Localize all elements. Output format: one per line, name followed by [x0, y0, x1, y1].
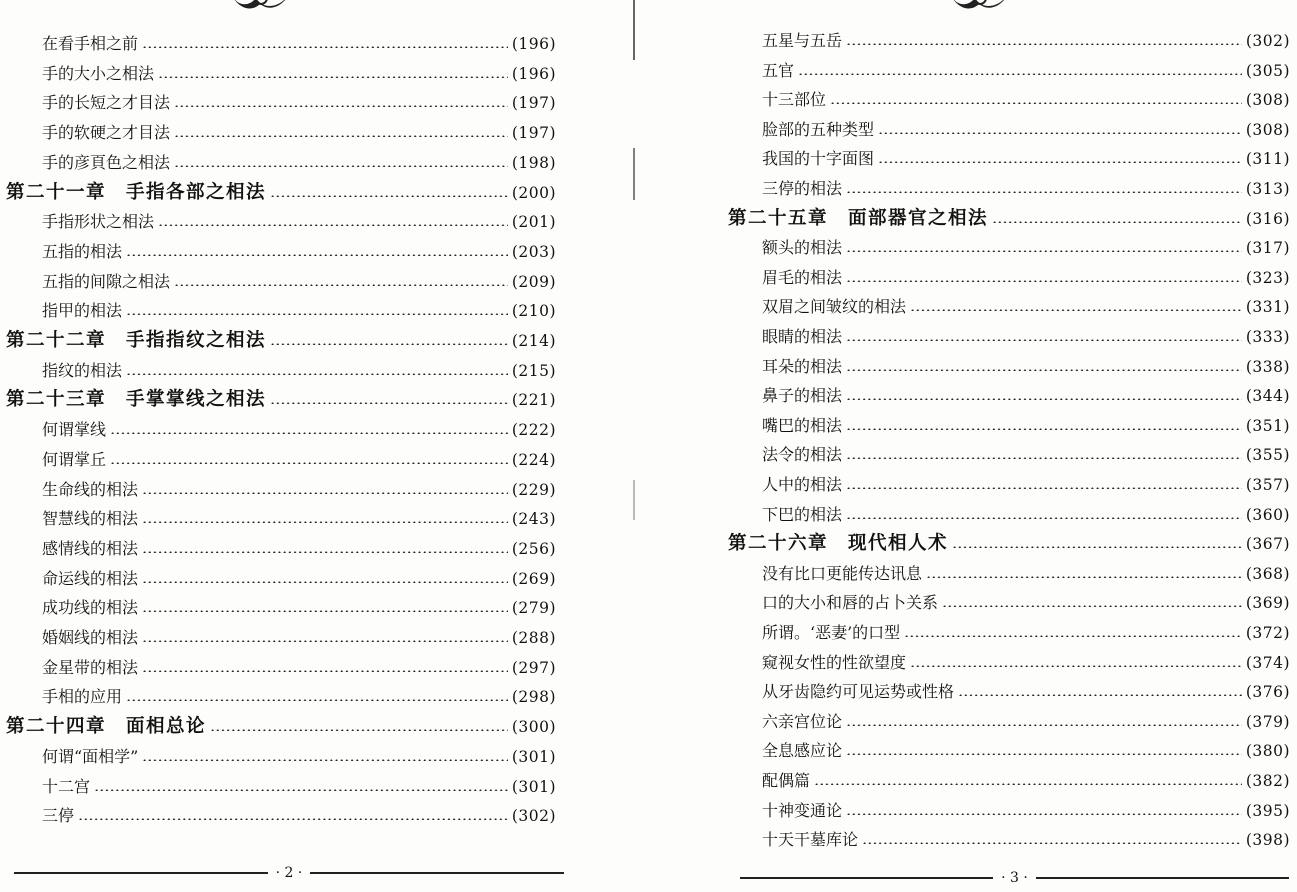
page-number: · 3 ·	[1001, 870, 1028, 886]
page-ref: (372)	[1245, 624, 1290, 642]
page-ref: (214)	[511, 332, 556, 350]
page-ref: (297)	[511, 658, 556, 677]
dot-leader	[174, 135, 508, 137]
toc-chapter-row	[6, 716, 556, 738]
footer-rule	[740, 877, 993, 879]
left-page	[0, 0, 600, 888]
chapter-title: 第二十一章 手指各部之相法	[6, 181, 267, 203]
footer-rule	[1036, 877, 1289, 879]
toc-section-row	[762, 652, 1290, 674]
dot-leader	[846, 191, 1242, 193]
toc-section-row	[762, 237, 1290, 259]
page-ref: (308)	[1245, 120, 1290, 139]
page-ref: (368)	[1245, 564, 1290, 583]
dot-leader	[846, 753, 1242, 755]
section-title: 何谓掌线	[42, 420, 107, 440]
dot-leader	[174, 165, 508, 167]
section-title: 何谓掌丘	[42, 449, 107, 469]
page-ref: (203)	[511, 242, 556, 261]
section-title: 生命线的相法	[42, 479, 139, 499]
section-title: 五指的相法	[42, 241, 123, 261]
toc-chapter-row	[728, 533, 1290, 555]
section-title: 双眉之间皱纹的相法	[762, 297, 907, 317]
page-ref: (323)	[1245, 268, 1290, 287]
toc-section-row	[42, 479, 556, 501]
section-title: 脸部的五种类型	[762, 119, 875, 139]
toc-section-row	[42, 686, 556, 708]
section-title: 从牙齿隐约可见运势或性格	[762, 682, 955, 702]
dot-leader	[142, 610, 508, 612]
dot-leader	[904, 635, 1242, 637]
section-title: 配偶篇	[762, 771, 811, 790]
footer-rule	[310, 872, 564, 874]
toc-section-row	[42, 449, 556, 471]
section-title: 全息感应论	[762, 741, 843, 761]
dot-leader	[142, 46, 508, 48]
toc-section-row	[42, 122, 556, 144]
section-title: 指纹的相法	[42, 360, 123, 380]
toc-section-row	[42, 627, 556, 649]
section-title: 所谓。‘恶妻’的口型	[762, 623, 901, 642]
right-page	[700, 0, 1297, 888]
dot-leader	[270, 343, 508, 345]
dot-leader	[210, 729, 508, 731]
toc-section-row	[762, 119, 1290, 141]
page-ref: (196)	[511, 35, 556, 53]
dot-leader	[846, 487, 1242, 489]
section-title: 三停	[42, 806, 75, 826]
section-title: 耳朵的相法	[762, 356, 843, 376]
section-title: 手相的应用	[42, 687, 123, 707]
section-title: 十三部位	[762, 90, 827, 110]
book-spine-shadow	[632, 0, 636, 888]
dot-leader	[846, 280, 1242, 282]
page-ref: (229)	[511, 480, 556, 499]
page-number: · 2 ·	[275, 865, 303, 881]
section-title: 口的大小和唇的占卜关系	[762, 593, 939, 613]
dot-leader	[94, 789, 508, 791]
page-ref: (279)	[511, 599, 556, 618]
page-ref: (376)	[1245, 683, 1290, 702]
dot-leader	[846, 369, 1242, 371]
dot-leader	[126, 254, 508, 256]
toc-section-row	[762, 444, 1290, 466]
dot-leader	[142, 640, 508, 642]
page-ref: (221)	[511, 391, 556, 410]
dot-leader	[814, 783, 1242, 785]
section-title: 手的大小之相法	[42, 63, 155, 83]
toc-section-row	[762, 563, 1290, 585]
dot-leader	[878, 132, 1242, 134]
dot-leader	[846, 428, 1242, 430]
toc-section-row	[42, 805, 556, 827]
page-ref: (305)	[1245, 61, 1290, 80]
page-ref: (224)	[511, 450, 556, 469]
section-title: 三停的相法	[762, 179, 843, 198]
toc-section-row	[762, 60, 1290, 82]
toc-section-row	[762, 504, 1290, 526]
toc-section-row	[42, 746, 556, 768]
section-title: 命运线的相法	[42, 568, 139, 588]
toc-section-row	[42, 92, 556, 114]
toc-section-row	[762, 356, 1290, 378]
dot-leader	[798, 73, 1242, 75]
page-ref: (197)	[511, 124, 556, 143]
page-ref: (382)	[1245, 772, 1290, 790]
dot-leader	[958, 694, 1242, 696]
dot-leader	[952, 546, 1242, 548]
section-title: 法令的相法	[762, 445, 843, 465]
page-ref: (380)	[1245, 742, 1290, 761]
page-ref: (338)	[1245, 357, 1290, 376]
dot-leader	[142, 551, 508, 553]
page-ref: (302)	[511, 807, 556, 826]
section-title: 金星带的相法	[42, 657, 139, 677]
page-ref: (367)	[1245, 535, 1290, 554]
page-ref: (298)	[511, 688, 556, 707]
toc-section-row	[42, 63, 556, 85]
section-title: 十二宫	[42, 776, 91, 796]
right-footer	[700, 868, 1297, 888]
section-title: 婚姻线的相法	[42, 628, 139, 647]
dot-leader	[270, 402, 508, 404]
dot-leader	[846, 339, 1242, 341]
left-toc-list	[0, 0, 600, 888]
section-title: 嘴巴的相法	[762, 415, 843, 435]
page-ref: (395)	[1245, 801, 1290, 820]
dot-leader	[910, 309, 1242, 311]
section-title: 额头的相法	[762, 238, 843, 258]
page-ref: (196)	[511, 64, 556, 83]
page-ref: (197)	[511, 94, 556, 113]
dot-leader	[126, 373, 508, 375]
page-ref: (357)	[1245, 476, 1290, 494]
section-title: 成功线的相法	[42, 598, 139, 618]
section-title: 眼睛的相法	[762, 327, 843, 346]
section-title: 窥视女性的性欲望度	[762, 652, 907, 672]
page-ref: (201)	[511, 213, 556, 232]
toc-section-row	[762, 385, 1290, 407]
section-title: 手的彦頁色之相法	[42, 152, 171, 172]
toc-section-row	[762, 296, 1290, 318]
section-title: 十天干墓库论	[762, 830, 859, 850]
dot-leader	[110, 432, 508, 434]
dot-leader	[846, 517, 1242, 519]
page-ref: (360)	[1245, 505, 1290, 524]
toc-section-row	[762, 740, 1290, 762]
toc-section-row	[762, 474, 1290, 496]
page-ref: (333)	[1245, 328, 1290, 346]
toc-section-row	[762, 267, 1290, 289]
toc-section-row	[762, 800, 1290, 822]
dot-leader	[878, 161, 1242, 163]
toc-section-row	[42, 211, 556, 233]
section-title: 五指的间隙之相法	[42, 271, 171, 291]
page-ref: (243)	[511, 510, 556, 529]
page-ref: (313)	[1245, 180, 1290, 198]
toc-section-row	[762, 178, 1290, 200]
dot-leader	[830, 102, 1242, 104]
page-ref: (317)	[1245, 239, 1290, 258]
section-title: 在看手相之前	[42, 34, 139, 53]
left-footer	[0, 863, 600, 883]
dot-leader	[78, 818, 508, 820]
page-ref: (209)	[511, 272, 556, 291]
dot-leader	[158, 224, 508, 226]
section-title: 智慧线的相法	[42, 509, 139, 529]
dot-leader	[142, 670, 508, 672]
dot-leader	[158, 76, 508, 78]
page-ref: (302)	[1245, 32, 1290, 50]
chapter-title: 第二十六章 现代相人术	[728, 533, 949, 555]
toc-section-row	[42, 776, 556, 798]
page-ref: (301)	[511, 777, 556, 796]
toc-section-row	[42, 657, 556, 679]
page-ref: (198)	[511, 153, 556, 172]
toc-section-row	[42, 271, 556, 293]
page-ref: (369)	[1245, 594, 1290, 613]
section-title: 手的软硬之才目法	[42, 123, 171, 143]
dot-leader	[862, 842, 1242, 844]
section-title: 眉毛的相法	[762, 267, 843, 287]
chapter-title: 第二十三章 手掌掌线之相法	[6, 389, 267, 411]
dot-leader	[846, 250, 1242, 252]
page-ref: (398)	[1245, 831, 1290, 850]
section-title: 十神变通论	[762, 800, 843, 820]
section-title: 手指形状之相法	[42, 212, 155, 232]
toc-chapter-row	[6, 182, 556, 204]
toc-section-row	[762, 592, 1290, 614]
dot-leader	[846, 724, 1242, 726]
page-ref: (351)	[1245, 416, 1290, 435]
section-title: 没有比口更能传达讯息	[762, 563, 923, 583]
section-title: 人中的相法	[762, 475, 843, 494]
chapter-title: 第二十五章 面部器官之相法	[728, 207, 989, 229]
page-ref: (269)	[511, 569, 556, 588]
page-ref: (256)	[511, 539, 556, 558]
toc-section-row	[42, 241, 556, 263]
dot-leader	[846, 398, 1242, 400]
page-ref: (311)	[1245, 150, 1290, 169]
dot-leader	[846, 43, 1242, 45]
section-title: 指甲的相法	[42, 301, 123, 321]
page-ref: (308)	[1245, 91, 1290, 110]
section-title: 五官	[762, 60, 795, 80]
dot-leader	[142, 581, 508, 583]
toc-section-row	[42, 597, 556, 619]
toc-section-row	[42, 33, 556, 55]
toc-section-row	[762, 89, 1290, 111]
toc-section-row	[762, 681, 1290, 703]
page-ref: (316)	[1245, 209, 1290, 228]
page-ref: (331)	[1245, 298, 1290, 317]
section-title: 下巴的相法	[762, 504, 843, 524]
chapter-title: 第二十四章 面相总论	[6, 716, 207, 738]
page-ref: (379)	[1245, 712, 1290, 731]
page-ref: (355)	[1245, 446, 1290, 465]
dot-leader	[142, 521, 508, 523]
toc-section-row	[42, 152, 556, 174]
section-title: 我国的十字面图	[762, 149, 875, 169]
section-title: 六亲宫位论	[762, 711, 843, 731]
page-ref: (222)	[511, 421, 556, 440]
toc-chapter-row	[6, 330, 556, 352]
dot-leader	[110, 462, 508, 464]
dot-leader	[992, 221, 1242, 223]
dot-leader	[126, 313, 508, 315]
page-ref: (215)	[511, 361, 556, 380]
toc-section-row	[762, 326, 1290, 348]
page-ref: (374)	[1245, 653, 1290, 672]
dot-leader	[270, 195, 508, 197]
toc-section-row	[42, 300, 556, 322]
section-title: 何谓“面相学”	[42, 746, 139, 766]
toc-section-row	[42, 508, 556, 530]
toc-section-row	[762, 148, 1290, 170]
toc-section-row	[42, 568, 556, 590]
toc-section-row	[762, 829, 1290, 851]
toc-section-row	[42, 419, 556, 441]
dot-leader	[942, 605, 1242, 607]
toc-chapter-row	[728, 208, 1290, 230]
spine-line-icon	[632, 0, 636, 888]
page-ref: (300)	[511, 718, 556, 737]
toc-section-row	[762, 711, 1290, 733]
section-title: 感情线的相法	[42, 538, 139, 558]
section-title: 手的长短之才目法	[42, 93, 171, 113]
dot-leader	[142, 759, 507, 761]
page-ref: (301)	[511, 747, 556, 766]
toc-section-row	[762, 622, 1290, 644]
dot-leader	[126, 699, 508, 701]
toc-section-row	[762, 415, 1290, 437]
section-title: 五星与五岳	[762, 31, 843, 50]
right-toc-list	[700, 0, 1297, 888]
dot-leader	[926, 576, 1242, 578]
page-ref: (288)	[511, 629, 556, 647]
page-ref: (200)	[511, 183, 556, 202]
dot-leader	[174, 284, 508, 286]
dot-leader	[910, 665, 1242, 667]
chapter-title: 第二十二章 手指指纹之相法	[6, 330, 267, 351]
toc-section-row	[762, 770, 1290, 792]
section-title: 鼻子的相法	[762, 386, 843, 406]
toc-chapter-row	[6, 389, 556, 411]
dot-leader	[174, 105, 508, 107]
page-ref: (344)	[1245, 387, 1290, 406]
footer-rule	[14, 872, 268, 874]
page-ref: (210)	[511, 302, 556, 321]
dot-leader	[846, 813, 1242, 815]
dot-leader	[142, 492, 508, 494]
toc-section-row	[42, 360, 556, 382]
toc-section-row	[42, 538, 556, 560]
toc-section-row	[762, 30, 1290, 52]
dot-leader	[846, 457, 1242, 459]
